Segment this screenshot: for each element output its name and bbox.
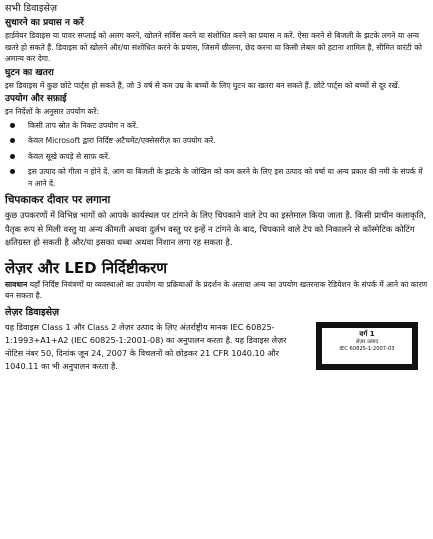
list-item xyxy=(5,120,428,132)
instruction-list xyxy=(5,120,428,190)
caution-label: सावधान xyxy=(5,279,28,289)
laser-class-label xyxy=(316,322,418,370)
bullet-icon xyxy=(10,169,15,174)
list-item xyxy=(5,135,428,147)
bullet-icon xyxy=(10,138,15,143)
section-heading-repair: सुधारने का प्रयास न करें xyxy=(5,18,84,28)
laser-devices-heading: लेज़र डिवाइसेज़ xyxy=(5,306,60,318)
list-item-text: किसी ताप स्रोत के निकट उपयोग न करें. xyxy=(28,120,139,130)
laser-devices-text: यह डिवाइस Class 1 और Class 2 लेज़र उत्पाद के लिए अंतर्राष्ट्रीय मानक IEC 60825-1:1993+A1+A2 (IEC 60825-1:2001-08) का अनुपालन करता है. यह डिवाइस लेज़र नोटिस नंबर 50, दिनांक जून 24, 2007 के विचलनों को छोड़कर 21 CFR 1040.10 और 1040.11 का भी अनुपालन करता है. xyxy=(5,321,287,372)
list-item-text: केवल सूखे कपड़े से साफ़ करें. xyxy=(28,151,111,161)
section-heading-wall-mount: चिपकाकर दीवार पर लगाना xyxy=(5,194,111,206)
section-text-repair: हार्डवेयर डिवाइस या पावर सप्लाई को अलग करने, खोलने सर्विस करने या संशोधित करने का प्रयास न करें. ऐसा करने से बिजली के झटके लगने या अन्य खतरे हो सकते हैं. डिवाइस को खोलने और/या संशोधित करने के प्रयास, जिसमें छीलना, छेद करना या किसी लेबल को हटाना शामिल है, सीमित वारंटी को अमान्य कर देगा. xyxy=(5,31,422,63)
list-item-text: इस उत्पाद को गीला न होने दें. आग या बिजली के झटके के जोखिम को कम करने के लिए इस उत्पाद को वर्षा या अन्य प्रकार की नमी के संपर्क में न आने दें. xyxy=(28,167,423,188)
laser-devices-section xyxy=(5,306,428,374)
caution-text: यहाँ निर्दिष्ट नियंत्रणों या व्यवस्थाओं का उपयोग या प्रक्रियाओं के प्रदर्शन के अलावा अन्य का उपयोग खतरनाक रेडियेशन के संपर्क में आने का कारण बन सकता है. xyxy=(5,279,428,300)
laser-section-title: लेज़र और LED निर्दिष्टीकरण xyxy=(5,258,168,277)
laser-class-label-inner xyxy=(322,328,412,364)
list-item xyxy=(5,151,428,163)
laser-label-standard: IEC 60825-1:2007-03 xyxy=(339,345,395,352)
section-intro-use-cleaning: इन निर्देशों के अनुसार उपयोग करें: xyxy=(5,107,100,116)
page-title: सभी डिवाइसेज़ xyxy=(5,3,58,14)
bullet-icon xyxy=(10,154,15,159)
section-text-wall-mount: कुछ उपकरणों में विभिन्न भागों को आपके कार्यस्थल पर टांगने के लिए चिपकाने वाले टेप का इस्तेमाल किया जाता है. किसी प्राचीन कलाकृति, पैतृक रूप से मिली वस्तु या अन्य कीमती अथवा दुर्लभ वस्तु पर इन्हें न टांगने के बाद, चिपकाने वाले टेप को निकालने से कॉस्मेटिक कोटिंग क्षतिग्रस्त हो सकती है और/या इसका धब्बा अथवा निशान लगा रह सकता है. xyxy=(5,210,427,247)
section-text-choking: इस डिवाइस में कुछ छोटे पार्ट्स हो सकते हैं, जो 3 वर्ष से कम उम्र के बच्चों के लिए घुटन का खतरा बन सकते हैं. छोटे पार्ट्स को बच्चों से दूर रखें. xyxy=(5,80,401,90)
laser-label-product: लेज़र उत्पाद xyxy=(355,338,379,345)
document-page xyxy=(0,3,433,539)
list-item-text: केवल Microsoft द्वारा निर्दिष्ट अटैचमेंट/एक्सेसरीज़ का उपयोग करें. xyxy=(28,136,216,145)
bullet-icon xyxy=(10,123,15,128)
laser-label-class: वर्ग 1 xyxy=(359,329,375,338)
list-item xyxy=(5,166,428,189)
caution-paragraph xyxy=(5,279,428,302)
section-heading-use-cleaning: उपयोग और सफ़ाई xyxy=(5,94,67,104)
section-heading-choking: घुटन का खतरा xyxy=(5,67,54,78)
